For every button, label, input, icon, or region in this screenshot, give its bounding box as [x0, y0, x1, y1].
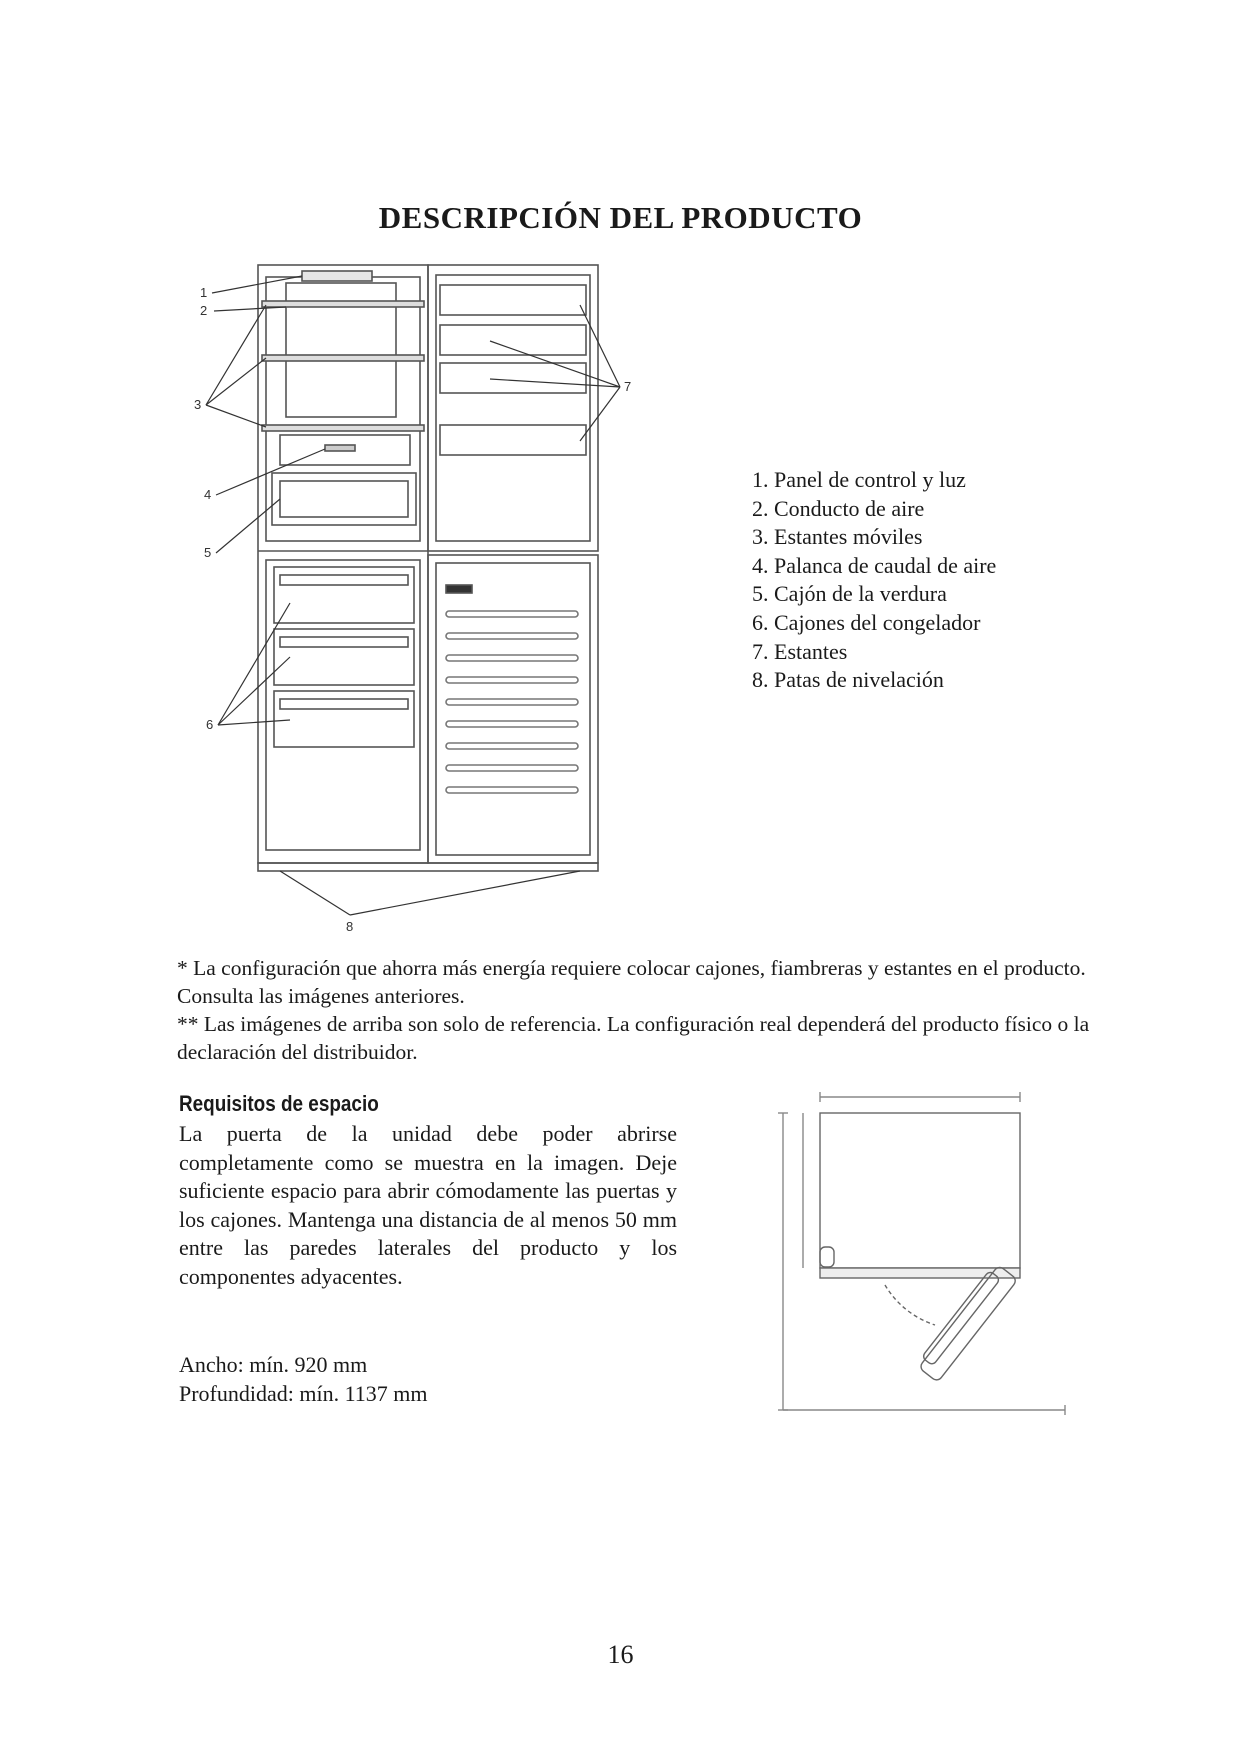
- door-shelf: [440, 285, 586, 315]
- list-item: 2. Conducto de aire: [752, 495, 925, 521]
- list-item: 3. Estantes móviles: [752, 524, 923, 550]
- shelf: [262, 301, 424, 307]
- freezer-display: [446, 585, 472, 593]
- notes: [177, 954, 1097, 1066]
- parts-list: [752, 466, 996, 695]
- leveling-feet: [258, 863, 598, 871]
- fridge-top-view: [820, 1113, 1020, 1268]
- airflow-lever: [325, 445, 355, 451]
- door-swing-arc: [885, 1285, 935, 1325]
- dimensions: [179, 1351, 428, 1408]
- callout-4: 4: [204, 487, 212, 502]
- fridge-door: [428, 265, 598, 551]
- note-energy: * La configuración que ahorra más energía requiere colocar cajones, fiambreras y estantes en el producto. Consulta las imágenes anteriores.: [177, 956, 1086, 1008]
- page-title: DESCRIPCIÓN DEL PRODUCTO: [378, 200, 863, 235]
- open-door: [916, 1263, 1018, 1383]
- section-heading: Requisitos de espacio: [179, 1091, 379, 1116]
- list-item: 7. Estantes: [752, 638, 848, 664]
- callout-3: 3: [194, 397, 202, 412]
- callout-2: 2: [200, 303, 208, 318]
- hinge: [820, 1247, 834, 1267]
- min-width: Ancho: mín. 920 mm: [179, 1352, 368, 1377]
- door-shelf: [440, 425, 586, 455]
- shelf: [262, 355, 424, 361]
- list-item: 5. Cajón de la verdura: [752, 581, 947, 607]
- list-item: 6. Cajones del congelador: [752, 609, 981, 635]
- min-depth: Profundidad: mín. 1137 mm: [179, 1380, 428, 1406]
- space-requirements-text: [179, 1120, 677, 1291]
- paragraph: La puerta de la unidad debe poder abrirse completamente como se muestra en la imagen. Deje suficiente espacio para abrir cómodamente las puertas y los cajones. Mantenga una distancia de al menos 50 mm entre las paredes laterales del producto y los componentes adyacentes.: [179, 1121, 677, 1289]
- fridge-compartment: [266, 277, 420, 541]
- freezer-door: [428, 555, 598, 863]
- control-panel: [302, 271, 372, 281]
- list-item: 1. Panel de control y luz: [752, 467, 966, 492]
- door-shelf: [440, 325, 586, 355]
- callout-5: 5: [204, 545, 212, 560]
- note-reference: ** Las imágenes de arriba son solo de referencia. La configuración real dependerá del producto físico o la declaración del distribuidor.: [177, 1012, 1090, 1064]
- space-diagram: [765, 1085, 1085, 1430]
- callout-1: 1: [200, 285, 208, 300]
- callout-8: 8: [346, 919, 354, 934]
- list-item: 4. Palanca de caudal de aire: [752, 552, 997, 578]
- list-item: 8. Patas de nivelación: [752, 667, 944, 693]
- shelf: [262, 425, 424, 431]
- page-number: 16: [607, 1640, 634, 1669]
- callout-7: 7: [624, 379, 632, 394]
- callout-6: 6: [206, 717, 214, 732]
- fridge-diagram: [190, 255, 670, 935]
